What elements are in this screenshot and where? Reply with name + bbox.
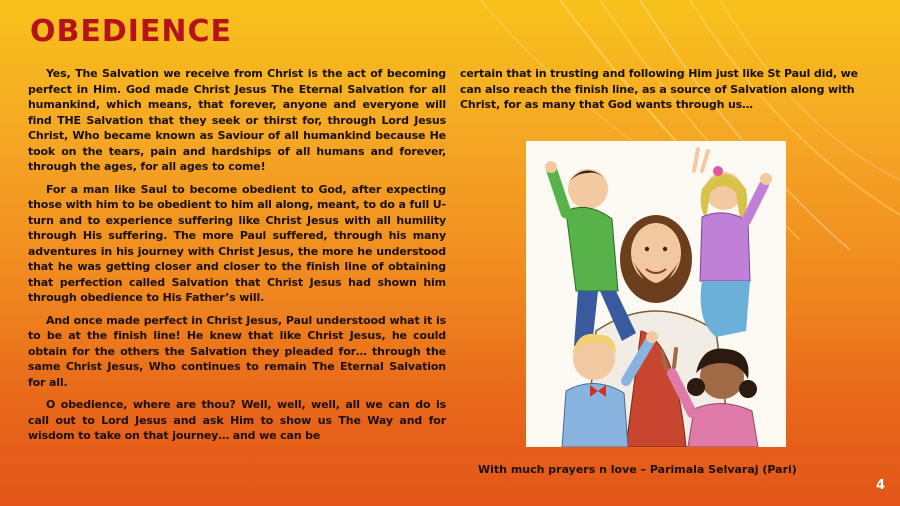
page-number: 4: [876, 478, 886, 493]
paragraph-1: Yes, The Salvation we receive from Christ is the act of becoming perfect in Him. God made Christ Jesus The Eternal Salvation for all humankind, which means, that forever, anyone and everyone will find THE Salvation that they seek or thirst for, through Lord Jesus Christ, Who became known as Saviour of all humankind because He took on the tears, pain and hardships of all humans and forever, through the ages, for all ages to come!: [28, 67, 446, 173]
slide-title: OBEDIENCE: [30, 14, 233, 49]
paragraph-3: And once made perfect in Christ Jesus, Paul understood what it is to be at the finish line! He knew that like Christ Jesus, he could obtain for the others the Salvation they pleaded for… through the same Christ Jesus, Who continues to remain The Eternal Salvation for all.: [28, 313, 446, 389]
body-right-column: [460, 66, 880, 113]
illustration-frame: [526, 141, 786, 447]
paragraph-2: For a man like Saul to become obedient to God, after expecting those with him to be obedient to him all along, meant, to do a full U-turn and to experience suffering like Christ Jesus with all humility through His suffering. The more Paul suffered, through his many adventures in his journey with Christ Jesus, the more he understood that he was getting closer and closer to the finish line of obtaining that perfection called Salvation that Christ Jesus had shown him through obedience to His Father’s will.: [28, 182, 446, 304]
body-left-column: [28, 66, 446, 451]
paragraph-4-continuation: certain that in trusting and following Him just like St Paul did, we can also reach the finish line, as a source of Salvation along with Christ, for as many that God wants through us…: [460, 67, 858, 111]
signature: With much prayers n love – Parimala Selvaraj (Pari): [478, 463, 797, 476]
jesus-with-children-illustration: [526, 141, 786, 447]
paragraph-4: O obedience, where are thou? Well, well, well, all we can do is call out to Lord Jesus and ask Him to show us The Way and for wisdom to take on that journey… and we can be: [28, 398, 446, 442]
